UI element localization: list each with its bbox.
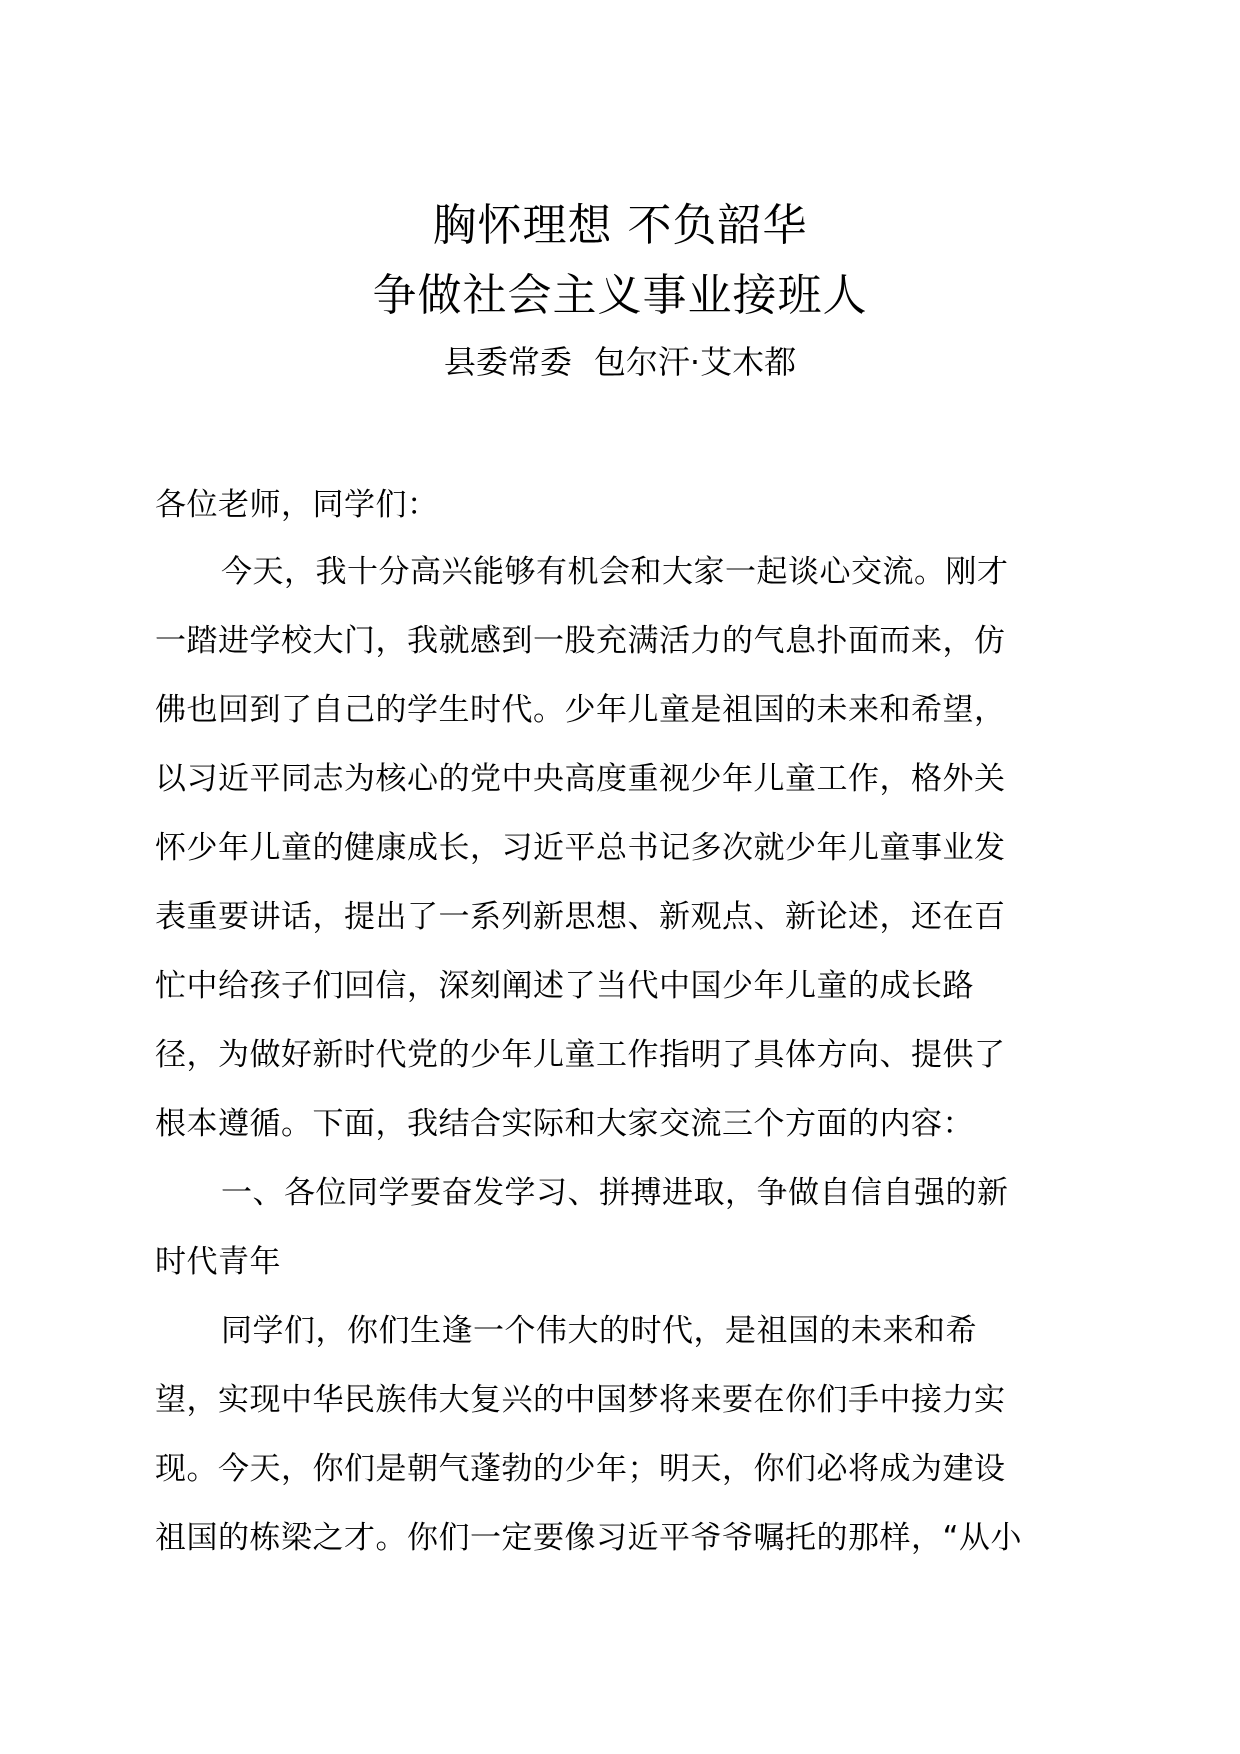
body-line: 以习近平同志为核心的党中央高度重视少年儿童工作，格外关 [155, 761, 1006, 797]
section-heading-line: 一、各位同学要奋发学习、拼搏进取，争做自信自强的新 [221, 1175, 1009, 1211]
body-line: 根本遵循。下面，我结合实际和大家交流三个方面的内容： [155, 1106, 974, 1142]
body-line: 径，为做好新时代党的少年儿童工作指明了具体方向、提供了 [155, 1037, 1006, 1073]
author-name: 包尔汗·艾木都 [593, 343, 797, 381]
section-heading-line: 时代青年 [155, 1244, 281, 1280]
author-line [0, 340, 1240, 384]
body-line: 望，实现中华民族伟大复兴的中国梦将来要在你们手中接力实 [155, 1382, 1006, 1418]
title-line-2: 争做社会主义事业接班人 [372, 270, 868, 321]
body-line: 现。今天，你们是朝气蓬勃的少年；明天，你们必将成为建设 [155, 1451, 1006, 1487]
body-line: 表重要讲话，提出了一系列新思想、新观点、新论述，还在百 [155, 899, 1006, 935]
author-role: 县委常委 [443, 343, 572, 381]
body-line: 祖国的栋梁之才。你们一定要像习近平爷爷嘱托的那样，“从小 [155, 1520, 1023, 1556]
body-line: 怀少年儿童的健康成长，习近平总书记多次就少年儿童事业发 [155, 830, 1006, 866]
body-line: 忙中给孩子们回信，深刻阐述了当代中国少年儿童的成长路 [155, 968, 974, 1004]
body-line: 今天，我十分高兴能够有机会和大家一起谈心交流。刚才 [221, 554, 1009, 590]
salutation: 各位老师，同学们： [155, 487, 439, 523]
title-line-1: 胸怀理想 不负韶华 [432, 200, 808, 251]
body-line: 同学们，你们生逢一个伟大的时代，是祖国的未来和希 [221, 1313, 977, 1349]
body-line: 佛也回到了自己的学生时代。少年儿童是祖国的未来和希望， [155, 692, 1006, 728]
body-line: 一踏进学校大门，我就感到一股充满活力的气息扑面而来，仿 [155, 623, 1006, 659]
